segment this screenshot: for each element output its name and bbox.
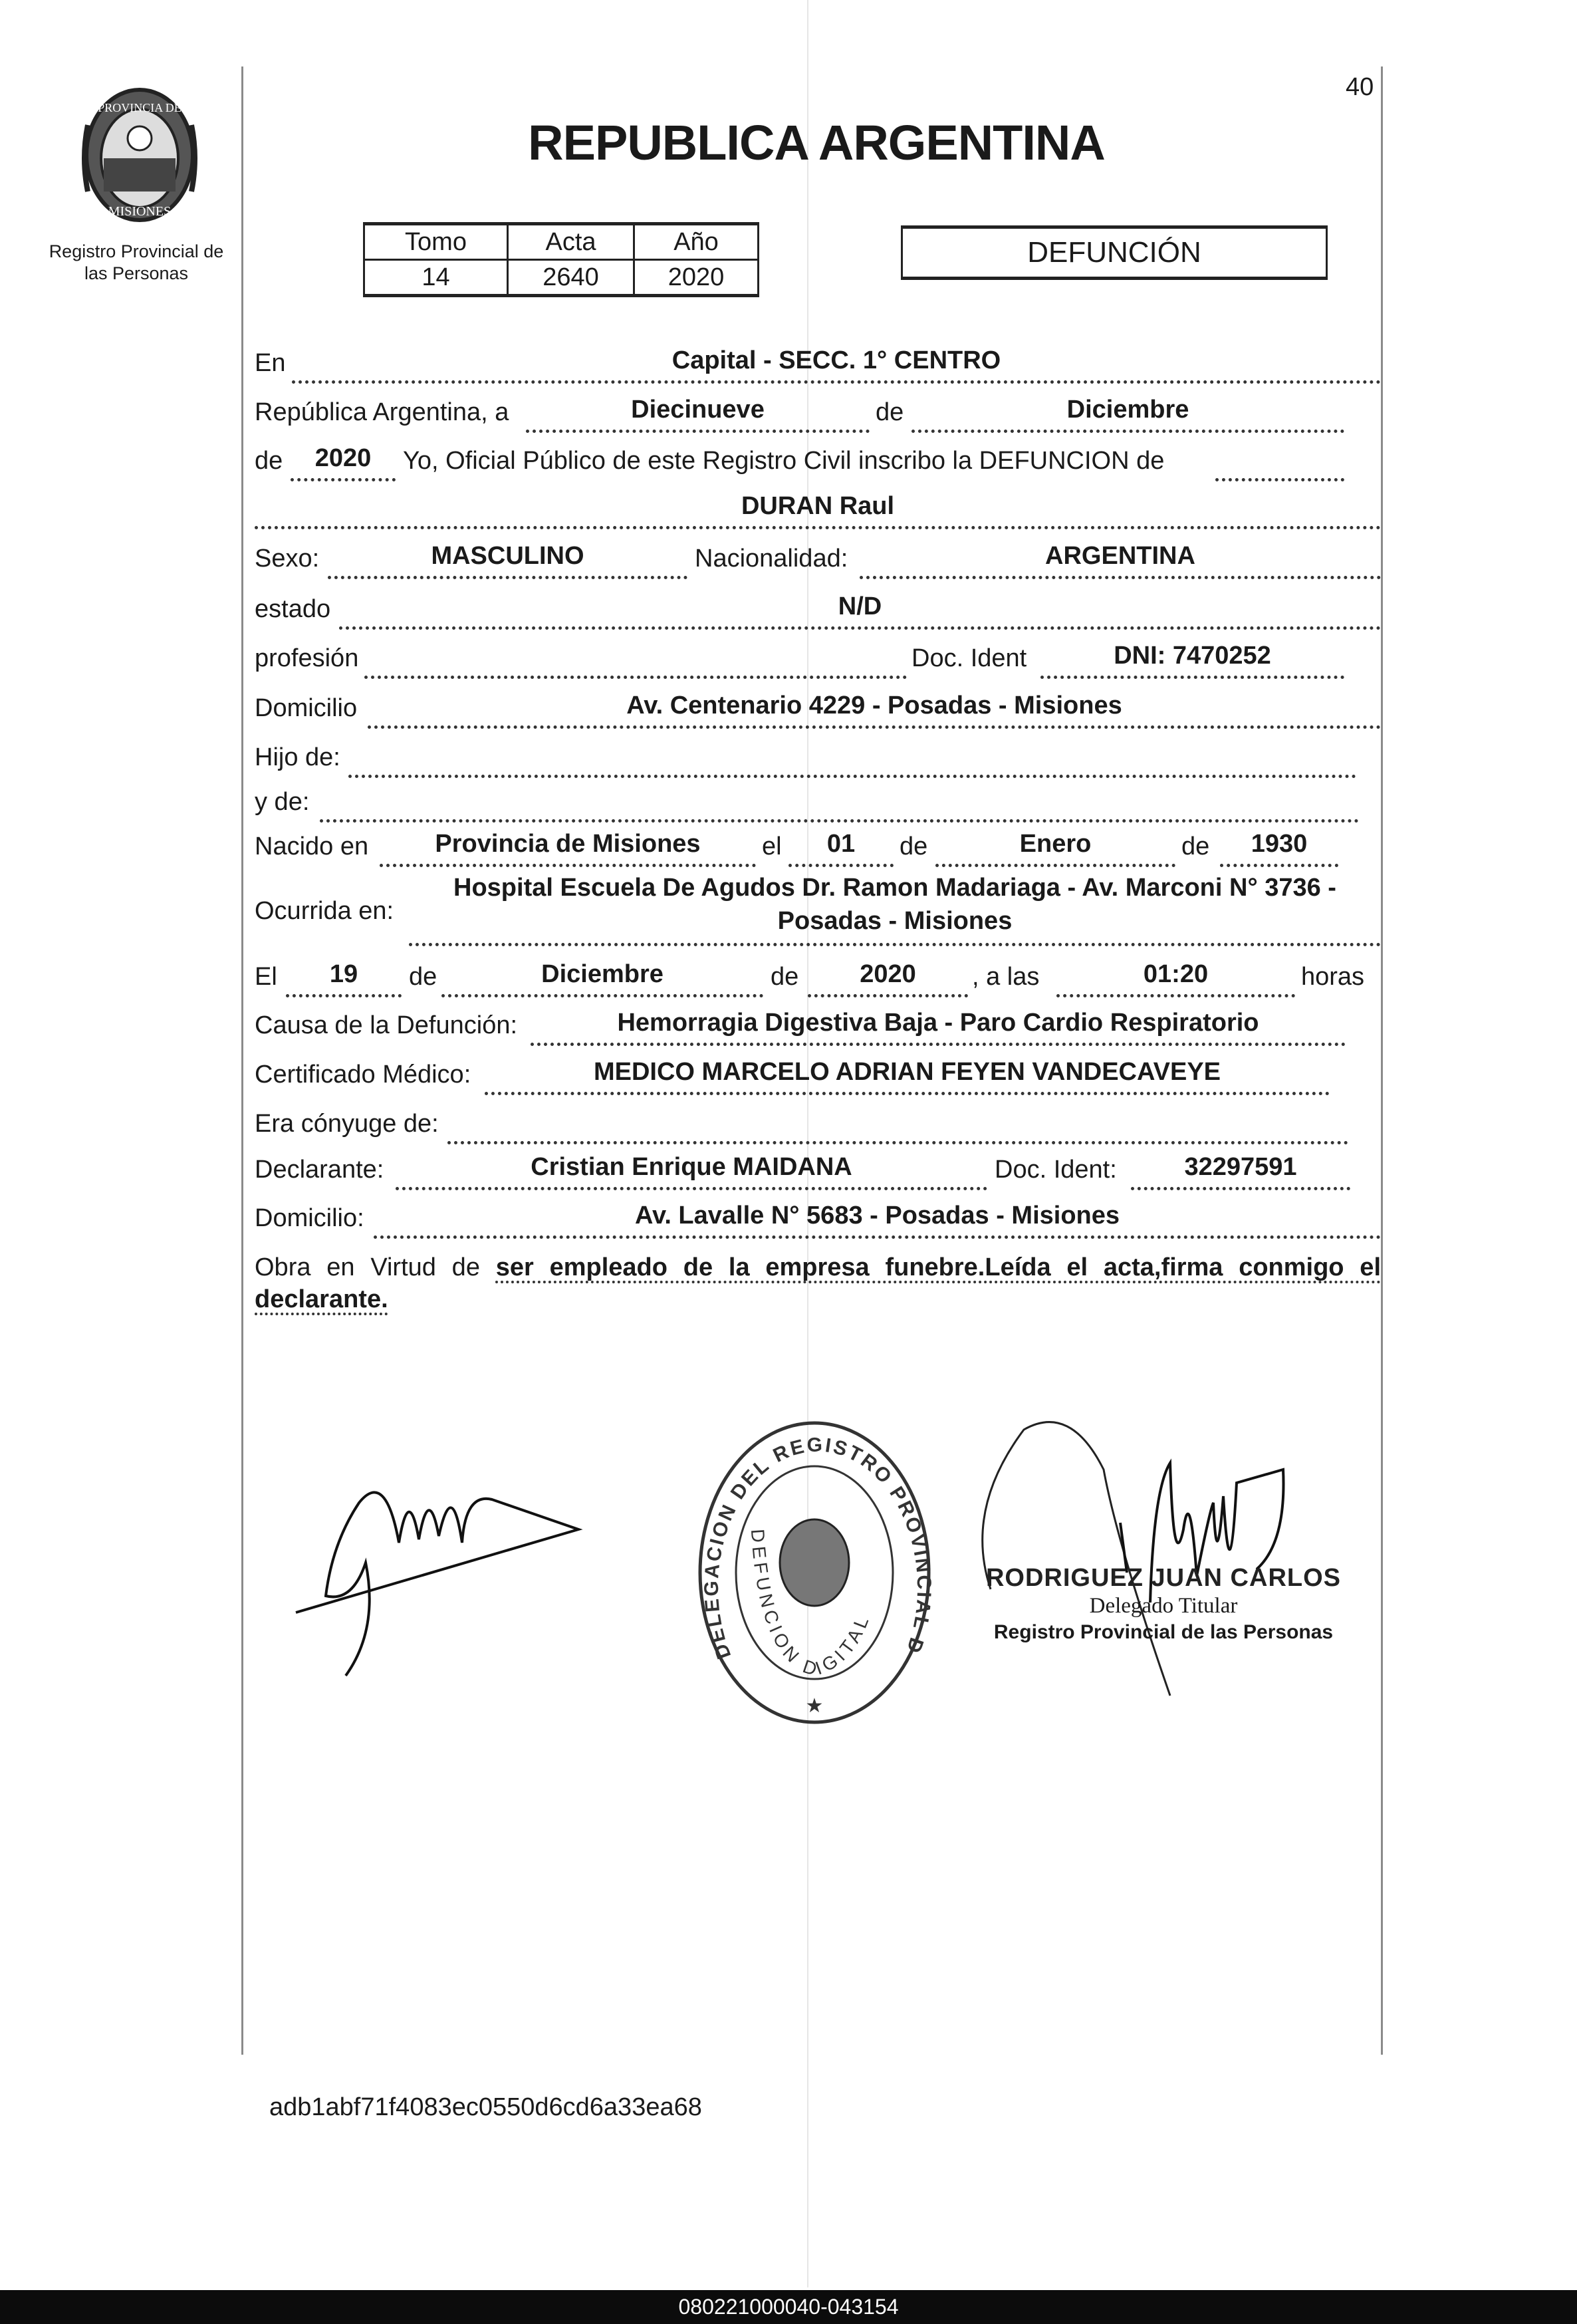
deceased-name-field: DURAN Raul (255, 489, 1381, 529)
certificado-label: Certificado Médico: (255, 1061, 471, 1089)
row-declarante (0, 1150, 1577, 1190)
nacionalidad-field: ARGENTINA (860, 539, 1381, 579)
obra-paragraph (255, 1251, 1381, 1315)
sexo-label: Sexo: (255, 545, 320, 573)
hijo-field (348, 737, 1356, 778)
document-hash: adb1abf71f4083ec0550d6cd6a33ea68 (269, 2093, 702, 2121)
footer-code: 080221000040-043154 (678, 2295, 899, 2319)
row-sexo (0, 539, 1577, 579)
row-hijo (0, 737, 1577, 777)
declarante-doc-field: 32297591 (1131, 1150, 1350, 1190)
row-domicilio (0, 688, 1577, 728)
domicilio-field: Av. Centenario 4229 - Posadas - Misiones (368, 688, 1381, 729)
de-label-4: de (1181, 833, 1210, 860)
ocurrida-field (409, 871, 1381, 946)
death-time-field: 01:20 (1056, 957, 1295, 997)
declarante-domicilio-field: Av. Lavalle N° 5683 - Posadas - Misiones (374, 1198, 1381, 1239)
row-name (0, 489, 1577, 529)
ocurrida-line1: Hospital Escuela De Agudos Dr. Ramon Madariaga - Av. Marconi N° 3736 - (453, 874, 1336, 902)
row-year (0, 441, 1577, 481)
year-field: 2020 (291, 441, 396, 481)
de-label: de (876, 398, 904, 426)
record-table (363, 222, 759, 297)
domicilio-label: Domicilio (255, 694, 358, 722)
de-label-3: de (900, 833, 928, 860)
registrar-stamp (984, 1564, 1343, 1644)
yde-field (320, 782, 1359, 823)
row-nacido (0, 827, 1577, 866)
horas-label: horas (1301, 963, 1365, 991)
value-tomo: 14 (364, 260, 508, 296)
row-ocurrida (0, 871, 1577, 951)
registrar-office: Registro Provincial de las Personas (993, 1621, 1334, 1643)
certificado-field: MEDICO MARCELO ADRIAN FEYEN VANDECAVEYE (485, 1055, 1330, 1095)
row-estado (0, 589, 1577, 629)
death-month-field: Diciembre (441, 957, 763, 997)
hijo-label: Hijo de: (255, 743, 340, 771)
seal-inner-text: DEFUNCION DIGITAL (747, 1528, 874, 1681)
declarante-doc-label: Doc. Ident: (995, 1156, 1117, 1184)
ocurrida-line2: Posadas - Misiones (777, 907, 1013, 935)
de-label-5: de (409, 963, 437, 991)
record-type-box: DEFUNCIÓN (901, 225, 1328, 280)
death-day-field: 19 (286, 957, 402, 997)
province-coat-of-arms-logo (74, 85, 205, 225)
de-label-2: de (255, 447, 283, 475)
estado-field: N/D (339, 589, 1381, 630)
obra-value: ser empleado de la empresa funebre.Leída el acta,firma conmigo el declarante. (255, 1253, 1381, 1313)
el-label: el (762, 833, 782, 860)
obra-label: Obra en Virtud de (255, 1253, 480, 1281)
sexo-field: MASCULINO (328, 539, 687, 579)
declarante-field: Cristian Enrique MAIDANA (396, 1150, 987, 1190)
profesion-field (364, 638, 907, 679)
month-field: Diciembre (911, 392, 1344, 433)
causa-label: Causa de la Defunción: (255, 1011, 518, 1039)
row-certificado (0, 1055, 1577, 1095)
doc-ident-label: Doc. Ident (911, 644, 1027, 672)
page-number: 40 (1346, 73, 1374, 101)
nacido-lugar-field: Provincia de Misiones (380, 827, 756, 867)
seal-outer-text: DELEGACION DEL REGISTRO PROVINCIAL D (700, 1434, 935, 1662)
row-declarante-domicilio (0, 1198, 1577, 1238)
yde-label: y de: (255, 788, 310, 816)
nacido-anio-field: 1930 (1220, 827, 1338, 867)
value-anio: 2020 (634, 260, 759, 296)
header-tomo: Tomo (364, 224, 508, 260)
registry-label (27, 241, 246, 285)
oficial-text: Yo, Oficial Público de este Registro Civil inscribo la DEFUNCION de (403, 447, 1165, 475)
estado-label: estado (255, 595, 331, 623)
row-profesion (0, 638, 1577, 678)
row-causa (0, 1005, 1577, 1045)
nacionalidad-label: Nacionalidad: (695, 545, 848, 573)
doc-ident-field: DNI: 7470252 (1040, 638, 1344, 679)
footer-bar (0, 2290, 1577, 2324)
row-date (0, 392, 1577, 432)
header-anio: Año (634, 224, 759, 260)
registry-label-line1: Registro Provincial de (49, 241, 224, 261)
row-en (0, 343, 1577, 383)
nacido-mes-field: Enero (935, 827, 1175, 867)
official-seal (691, 1416, 937, 1729)
profesion-label: profesión (255, 644, 359, 672)
nacido-label: Nacido en (255, 833, 369, 860)
conyuge-field (447, 1104, 1348, 1144)
conyuge-label: Era cónyuge de: (255, 1110, 439, 1138)
registry-label-line2: las Personas (84, 263, 189, 283)
logo-text-bottom: MISIONES (108, 204, 172, 219)
el-label-2: El (255, 963, 277, 991)
logo-text-top: PROVINCIA DE (98, 101, 182, 114)
svg-text:★: ★ (805, 1695, 824, 1717)
en-label: En (255, 349, 286, 377)
declarante-label: Declarante: (255, 1156, 384, 1184)
page-title: REPUBLICA ARGENTINA (528, 115, 1105, 170)
header-acta: Acta (508, 224, 634, 260)
de-label-6: de (771, 963, 799, 991)
ocurrida-label: Ocurrida en: (255, 897, 394, 925)
registrar-signature (971, 1410, 1303, 1702)
en-field: Capital - SECC. 1° CENTRO (292, 343, 1381, 384)
seal-coat-of-arms-icon (780, 1519, 849, 1606)
blank-field (1215, 441, 1344, 481)
day-field: Diecinueve (526, 392, 870, 433)
row-conyuge (0, 1104, 1577, 1144)
declarante-domicilio-label: Domicilio: (255, 1204, 364, 1232)
registrar-role: Delegado Titular (1089, 1594, 1238, 1618)
alas-label: , a las (972, 963, 1040, 991)
value-acta: 2640 (508, 260, 634, 296)
row-death-date (0, 957, 1577, 997)
declarant-signature (286, 1463, 592, 1689)
registrar-name: RODRIGUEZ JUAN CARLOS (985, 1564, 1342, 1592)
republica-label: República Argentina, a (255, 398, 509, 426)
death-year-field: 2020 (808, 957, 968, 997)
causa-field: Hemorragia Digestiva Baja - Paro Cardio Respiratorio (531, 1005, 1346, 1046)
nacido-dia-field: 01 (789, 827, 894, 867)
row-yde (0, 782, 1577, 822)
